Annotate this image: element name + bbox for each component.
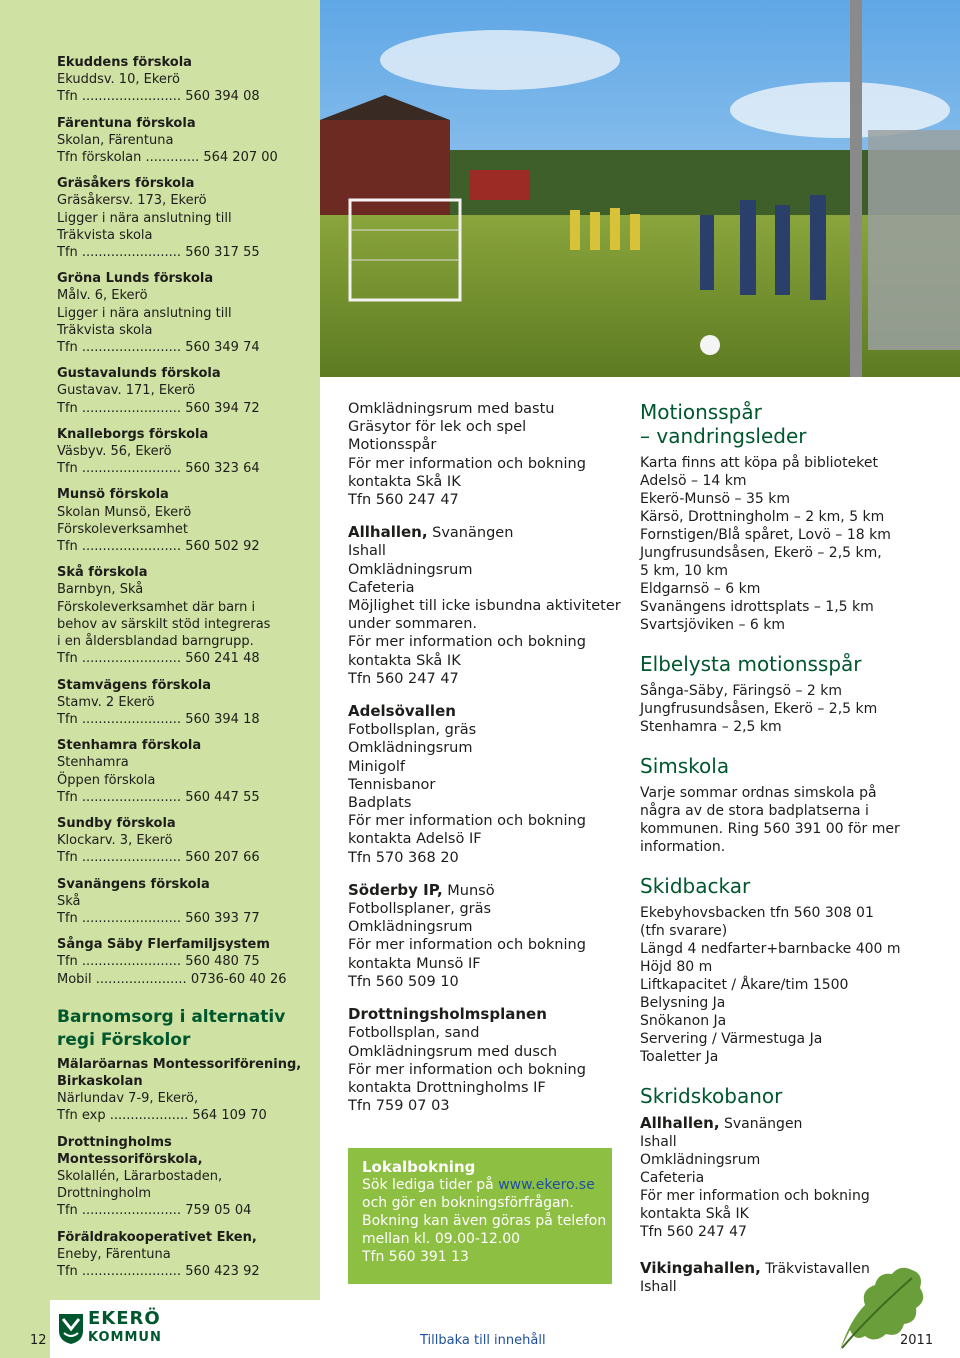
exercise-block	[640, 874, 940, 1066]
preschool-detail: Skolan Munsö, Ekerö	[57, 504, 192, 520]
rink-heading	[640, 1114, 940, 1133]
alt-preschool-name: Mälaröarnas Montessoriförening,	[57, 1056, 302, 1072]
facility-detail: Fotbollsplan, sand	[348, 1025, 480, 1042]
exercise-detail: Cafeteria	[640, 1170, 705, 1186]
lokalbokning-box	[348, 1148, 612, 1284]
facility-detail: Omklädningsrum med bastu	[348, 401, 555, 417]
oak-leaf-icon	[820, 1260, 930, 1358]
ekero-website-link[interactable]: www.ekero.se	[498, 1177, 595, 1193]
exercise-detail: kontakta Skå IK	[640, 1206, 749, 1222]
facility-detail: Omklädningsrum	[348, 561, 473, 578]
preschool-name: Sånga Säby Flerfamiljsystem	[57, 937, 270, 953]
alt-preschool-detail: Drottningholm	[57, 1186, 152, 1202]
preschool-entry	[57, 365, 307, 417]
exercise-detail: Omklädningsrum	[640, 1152, 761, 1168]
preschool-name: Skå förskola	[57, 565, 148, 581]
preschool-name: Ekuddens förskola	[57, 55, 192, 70]
preschool-detail: Tfn ........................ 560 447 55	[57, 789, 260, 805]
logo-text-ekero: EKERÖ	[88, 1308, 161, 1329]
rink-location: Träkvistavallen	[760, 1261, 870, 1277]
preschool-entry	[57, 564, 307, 667]
exercise-detail: För mer information och bokning	[640, 1188, 870, 1204]
preschool-detail: Gräsåkersv. 173, Ekerö	[57, 193, 207, 209]
facility-detail: kontakta Skå IK	[348, 652, 461, 669]
facility-detail: Tfn 560 509 10	[348, 973, 459, 990]
facility-detail: Tennisbanor	[348, 776, 436, 793]
exercise-detail: Varje sommar ordnas simskola på	[640, 785, 877, 801]
facility-detail: Gräsytor för lek och spel	[348, 419, 527, 436]
exercise-block	[640, 400, 940, 634]
alt-preschool-detail: Närlundav 7-9, Ekerö,	[57, 1091, 199, 1107]
preschool-entry	[57, 54, 307, 106]
exercise-detail: några av de stora badplatserna i	[640, 803, 869, 819]
lokalbokning-title: Lokalbokning	[362, 1158, 476, 1176]
preschool-detail: behov av särskilt stöd integreras	[57, 616, 271, 632]
exercise-heading	[640, 874, 940, 898]
exercise-block	[640, 754, 940, 856]
preschool-detail: Tfn ........................ 560 393 77	[57, 910, 260, 926]
facility-detail: Tfn 560 247 47	[348, 670, 459, 687]
preschool-detail: Tfn ........................ 560 502 92	[57, 539, 260, 555]
facility-heading	[348, 702, 618, 721]
exercise-detail: Stenhamra – 2,5 km	[640, 719, 782, 735]
exercise-heading	[640, 652, 940, 676]
preschool-detail: Ligger i nära anslutning till	[57, 210, 232, 226]
exercise-detail: Svanängens idrottsplats – 1,5 km	[640, 599, 874, 615]
preschool-detail: Träkvista skola	[57, 322, 153, 338]
preschool-detail: Tfn ........................ 560 394 18	[57, 711, 260, 727]
preschool-detail: i en åldersblandad barngrupp.	[57, 634, 254, 650]
preschool-detail: Målv. 6, Ekerö	[57, 288, 148, 304]
alt-preschool-entry	[57, 1056, 307, 1125]
preschool-entry	[57, 815, 307, 867]
exercise-detail: Eldgarnsö – 6 km	[640, 581, 761, 597]
facilities-column	[348, 400, 621, 1115]
preschool-detail: Tfn förskolan ............. 564 207 00	[57, 150, 278, 166]
exercise-heading-line: Elbelysta motionsspår	[640, 652, 862, 676]
preschool-entry	[57, 737, 307, 806]
exercise-detail: Ishall	[640, 1279, 677, 1295]
rink-location: Svanängen	[719, 1116, 803, 1132]
preschool-name: Munsö förskola	[57, 487, 169, 503]
exercise-block	[640, 652, 940, 736]
lokalbokning-lines	[362, 1194, 612, 1266]
alt-preschool-detail: Birkaskolan	[57, 1073, 143, 1089]
page-number-box	[0, 1300, 50, 1358]
alt-preschool-name: Föräldrakooperativet Eken,	[57, 1229, 257, 1245]
exercise-detail: (tfn svarare)	[640, 923, 728, 939]
section-title-line: Barnomsorg i alternativ	[57, 1006, 286, 1027]
exercise-heading	[640, 400, 940, 448]
section-title-line: regi Förskolor	[57, 1029, 191, 1050]
facility-detail: Badplats	[348, 795, 412, 812]
preschool-name: Svanängens förskola	[57, 876, 210, 892]
facility-detail: kontakta Adelsö IF	[348, 831, 482, 848]
preschool-detail: Skå	[57, 893, 81, 909]
facility-detail: Omklädningsrum med dusch	[348, 1043, 558, 1060]
facility-detail: Minigolf	[348, 758, 405, 775]
facility-detail: Omklädningsrum	[348, 740, 473, 757]
preschool-detail: Klockarv. 3, Ekerö	[57, 833, 173, 849]
preschool-name: Gröna Lunds förskola	[57, 271, 214, 287]
preschool-detail: Tfn ........................ 560 323 64	[57, 461, 260, 477]
facility-detail: Cafeteria	[348, 579, 415, 596]
facility-detail: under sommaren.	[348, 616, 477, 633]
lokalbokning-text: Tfn 560 391 13	[362, 1249, 469, 1265]
preschool-detail: Stenhamra	[57, 755, 129, 771]
exercise-detail: Längd 4 nedfarter+barnbacke 400 m	[640, 941, 901, 957]
exercise-block	[640, 1084, 940, 1241]
preschool-detail: Gustavav. 171, Ekerö	[57, 383, 196, 399]
facility-heading	[348, 881, 618, 900]
preschool-name: Gräsåkers förskola	[57, 176, 195, 192]
facility-detail: För mer information och bokning	[348, 634, 586, 651]
exercise-detail: Karta finns att köpa på biblioteket	[640, 455, 878, 471]
preschool-detail: Skolan, Färentuna	[57, 132, 174, 148]
facility-heading	[348, 1005, 618, 1024]
exercise-detail: Jungfrusundsåsen, Ekerö – 2,5 km	[640, 701, 878, 717]
facility-detail: Fotbollsplaner, gräs	[348, 901, 492, 918]
exercise-detail: information.	[640, 839, 726, 855]
lokalbokning-text: Sök lediga tider på	[362, 1177, 499, 1193]
preschool-detail: Tfn ........................ 560 394 08	[57, 89, 260, 105]
facility-location: Svanängen	[427, 525, 514, 542]
facility-name: Drottningsholmsplanen	[348, 1005, 547, 1024]
preschool-detail: Mobil ...................... 0736-60 40 26	[57, 971, 287, 987]
facility-name: Söderby IP,	[348, 880, 443, 899]
back-to-contents-link[interactable]: Tillbaka till innehåll	[420, 1333, 546, 1348]
facility-detail: Tfn 570 368 20	[348, 849, 459, 866]
exercise-detail: kommunen. Ring 560 391 00 för mer	[640, 821, 900, 837]
preschool-detail: Tfn ........................ 560 480 75	[57, 954, 260, 970]
preschool-detail: Barnbyn, Skå	[57, 582, 144, 598]
facility-detail: Omklädningsrum	[348, 919, 473, 936]
preschool-detail: Väsbyv. 56, Ekerö	[57, 444, 172, 460]
preschool-detail: Träkvista skola	[57, 227, 153, 243]
facility-detail: Möjlighet till icke isbundna aktiviteter	[348, 598, 621, 615]
alt-preschool-entry	[57, 1229, 307, 1281]
exercise-detail: Liftkapacitet / Åkare/tim 1500	[640, 977, 849, 993]
exercise-detail: Jungfrusundsåsen, Ekerö – 2,5 km,	[640, 545, 882, 561]
lokalbokning-line	[362, 1176, 612, 1194]
facility-detail: kontakta Skå IK	[348, 473, 461, 490]
preschool-entry	[57, 426, 307, 478]
exercise-detail: Snökanon Ja	[640, 1013, 727, 1029]
preschool-entry	[57, 677, 307, 729]
preschool-name: Stenhamra förskola	[57, 738, 202, 754]
preschool-detail: Öppen förskola	[57, 772, 156, 788]
preschool-entry	[57, 115, 307, 167]
facility-detail: För mer information och bokning	[348, 813, 586, 830]
preschool-detail: Ekuddsv. 10, Ekerö	[57, 72, 180, 88]
exercise-heading	[640, 754, 940, 778]
exercise-detail: Ishall	[640, 1134, 677, 1150]
facility-detail: För mer information och bokning	[348, 455, 586, 472]
spacer	[348, 867, 618, 881]
facility-heading	[348, 523, 618, 542]
exercise-heading	[640, 1084, 940, 1108]
section-title	[57, 1006, 307, 1052]
year: 2011	[900, 1333, 934, 1348]
facility-detail: Tfn 759 07 03	[348, 1098, 450, 1115]
page-number: 12	[30, 1333, 47, 1348]
exercise-detail: Sånga-Säby, Färingsö – 2 km	[640, 683, 843, 699]
spacer	[348, 688, 618, 702]
exercise-detail: Svartsjöviken – 6 km	[640, 617, 786, 633]
facility-detail: För mer information och bokning	[348, 1061, 586, 1078]
preschool-entry	[57, 936, 307, 988]
facility-detail: kontakta Munsö IF	[348, 955, 481, 972]
exercise-detail: Ekerö-Munsö – 35 km	[640, 491, 790, 507]
preschool-detail: Förskoleverksamhet	[57, 521, 189, 537]
exercise-detail: Kärsö, Drottningholm – 2 km, 5 km	[640, 509, 885, 525]
facility-name: Adelsövallen	[348, 702, 456, 721]
alt-preschool-detail: Skolallén, Lärarbostaden,	[57, 1168, 223, 1184]
preschool-entry	[57, 486, 307, 555]
lokalbokning-text: mellan kl. 09.00-12.00	[362, 1231, 521, 1247]
preschool-detail: Tfn ........................ 560 394 72	[57, 400, 260, 416]
facility-detail: Motionsspår	[348, 437, 437, 454]
logo-text-kommun: KOMMUN	[88, 1330, 162, 1345]
exercise-detail: Toaletter Ja	[640, 1049, 719, 1065]
preschool-entry	[57, 270, 307, 356]
rink-name: Vikingahallen,	[640, 1259, 761, 1277]
exercise-heading-line: Motionsspår	[640, 400, 762, 424]
facility-detail: För mer information och bokning	[348, 937, 586, 954]
preschool-detail: Tfn ........................ 560 241 48	[57, 651, 260, 667]
preschool-detail: Tfn ........................ 560 349 74	[57, 340, 260, 356]
alt-preschool-detail: Tfn ........................ 759 05 04	[57, 1203, 252, 1219]
exercise-heading-line: Skidbackar	[640, 874, 751, 898]
exercise-detail: Adelsö – 14 km	[640, 473, 747, 489]
preschool-name: Sundby förskola	[57, 815, 176, 831]
exercise-detail: Höjd 80 m	[640, 959, 713, 975]
alt-preschool-detail: Tfn exp ................... 564 109 70	[57, 1108, 267, 1124]
facility-detail: kontakta Drottningholms IF	[348, 1079, 546, 1096]
facility-detail: Ishall	[348, 543, 386, 560]
alt-preschool-entry	[57, 1134, 307, 1220]
preschool-name: Knalleborgs förskola	[57, 426, 209, 442]
preschool-detail: Förskoleverksamhet där barn i	[57, 599, 256, 615]
exercise-detail: Servering / Värmestuga Ja	[640, 1031, 823, 1047]
preschool-detail: Tfn ........................ 560 207 66	[57, 850, 260, 866]
exercise-detail: 5 km, 10 km	[640, 563, 729, 579]
preschool-detail: Ligger i nära anslutning till	[57, 305, 232, 321]
football-photo	[320, 0, 960, 377]
exercise-heading-line: – vandringsleder	[640, 424, 807, 448]
preschool-entry	[57, 175, 307, 261]
exercise-detail: Tfn 560 247 47	[640, 1224, 747, 1240]
preschool-entry	[57, 876, 307, 928]
ekero-shield-icon	[58, 1313, 84, 1345]
exercise-detail: Belysning Ja	[640, 995, 726, 1011]
rink-name: Allhallen,	[640, 1114, 720, 1132]
exercise-detail: Fornstigen/Blå spåret, Lovö – 18 km	[640, 527, 891, 543]
preschool-name: Gustavalunds förskola	[57, 366, 221, 382]
facility-name: Allhallen,	[348, 523, 428, 542]
facility-detail: Tfn 560 247 47	[348, 492, 459, 509]
preschool-list	[57, 54, 307, 1289]
preschool-name: Färentuna förskola	[57, 115, 196, 131]
exercise-heading-line: Simskola	[640, 754, 730, 778]
preschool-detail: Tfn ........................ 560 317 55	[57, 245, 260, 261]
exercise-detail: Ekebyhovsbacken tfn 560 308 01	[640, 905, 874, 921]
preschool-detail: Stamv. 2 Ekerö	[57, 694, 155, 710]
lokalbokning-text: Bokning kan även göras på telefon	[362, 1213, 607, 1229]
lokalbokning-text: och gör en bokningsförfrågan.	[362, 1195, 574, 1211]
spacer	[348, 509, 618, 523]
alt-preschool-name: Drottningholms Montessoriförskola,	[57, 1134, 203, 1167]
exercise-heading-line: Skridskobanor	[640, 1084, 783, 1108]
preschool-name: Stamvägens förskola	[57, 677, 211, 693]
alt-preschool-detail: Tfn ........................ 560 423 92	[57, 1263, 260, 1279]
facility-location: Munsö	[442, 882, 495, 899]
facility-detail: Fotbollsplan, gräs	[348, 722, 477, 739]
alt-preschool-detail: Eneby, Färentuna	[57, 1246, 171, 1262]
spacer	[348, 991, 618, 1005]
exercise-column	[640, 400, 940, 1296]
